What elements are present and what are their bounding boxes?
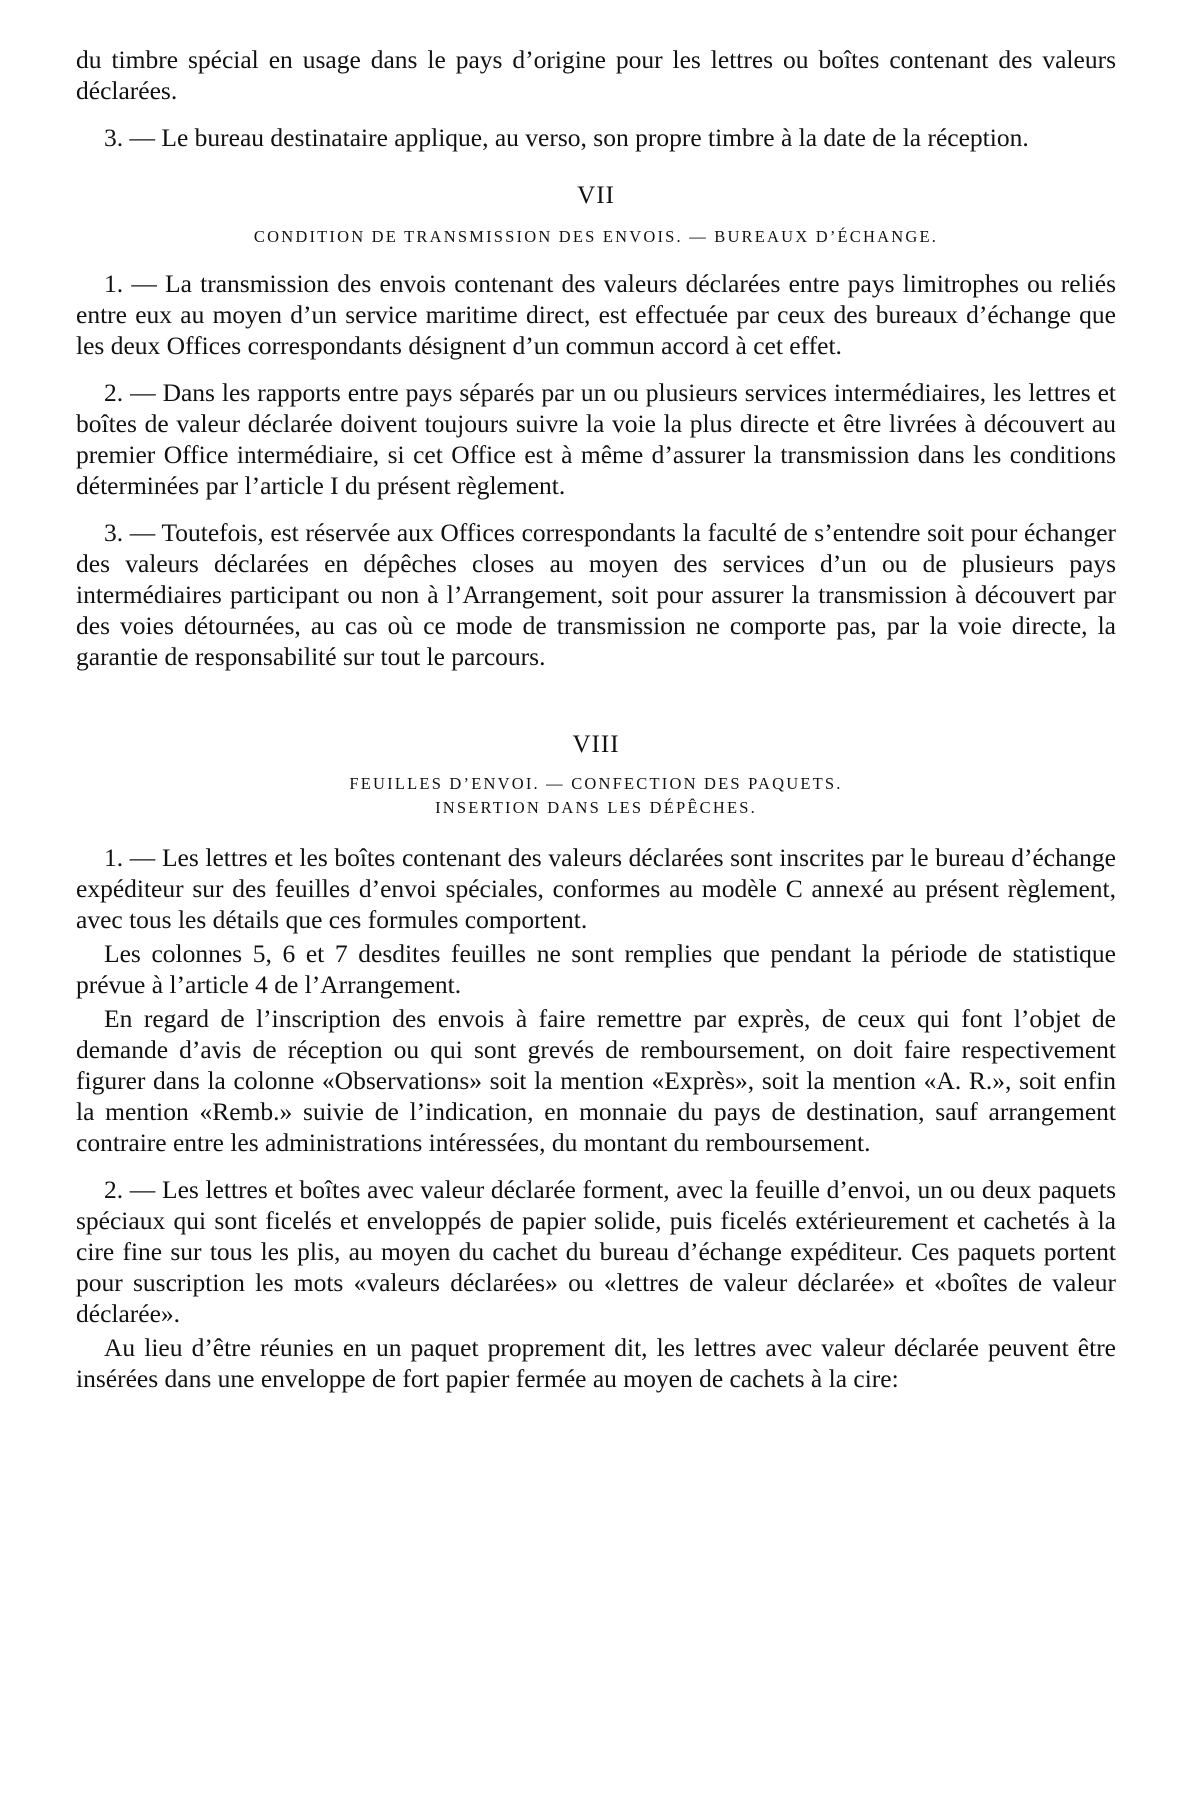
section-vii-paragraph-2 xyxy=(76,377,1116,501)
section-vii-paragraph-1 xyxy=(76,268,1116,361)
section-heading-viii-line-1: FEUILLES D’ENVOI. — CONFECTION DES PAQUETS. xyxy=(349,774,843,793)
section-heading-vii: CONDITION DE TRANSMISSION DES ENVOIS. — BUREAUX D’ÉCHANGE. xyxy=(253,227,939,246)
document-page xyxy=(76,44,1116,1394)
section-number-viii: VIII xyxy=(572,731,620,758)
section-viii-paragraph-2-envelope: Au lieu d’être réunies en un paquet proprement dit, les lettres avec valeur déclarée peuvent être insérées dans une enveloppe de fort papier fermée au moyen de cachets à la cire: xyxy=(76,1333,1116,1393)
paragraph-text: Le bureau destinataire applique, au verso, son propre timbre à la date de la réception. xyxy=(161,123,1029,152)
paragraph-number: 3. — xyxy=(104,518,156,547)
opening-paragraph: du timbre spécial en usage dans le pays d’origine pour les lettres ou boîtes contenant des valeurs déclarées. xyxy=(76,45,1116,105)
paragraph-text: Les lettres et boîtes avec valeur déclarée forment, avec la feuille d’envoi, un ou deux paquets spéciaux qui sont ficelés et enveloppés de papier solide, puis ficelés extérieurement et cachetés à la cire fine sur tous les plis, au moyen du cachet du bureau d’échange expéditeur. Ces paquets portent pour suscription les mots «valeurs déclarées» ou «lettres de valeur déclarée» et «boîtes de valeur déclarée». xyxy=(76,1175,1117,1328)
section-viii-paragraph-1-observations: En regard de l’inscription des envois à faire remettre par exprès, de ceux qui font l’objet de demande d’avis de réception ou qui sont grevés de remboursement, on doit faire respectivement figurer dans la colonne «Observations» soit la mention «Exprès», soit la mention «A. R.», soit enfin la mention «Remb.» suivie de l’indication, en monnaie du pays de destination, sauf arrangement contraire entre les administrations intéressées, du montant du remboursement. xyxy=(76,1004,1116,1157)
paragraph-text: Dans les rapports entre pays séparés par un ou plusieurs services intermédiaires, les lettres et boîtes de valeur déclarée doivent toujours suivre la voie la plus directe et être livrées à découvert au premier Office intermédiaire, si cet Office est à même d’assurer la transmission dans les conditions déterminées par l’article I du présent règlement. xyxy=(76,378,1117,500)
paragraph-text: Les lettres et les boîtes contenant des valeurs déclarées sont inscrites par le bureau d’échange expéditeur sur des feuilles d’envoi spéciales, conformes au modèle C annexé au présent règlement, avec tous les détails que ces formules comportent. xyxy=(76,843,1117,934)
paragraph-text: Toutefois, est réservée aux Offices correspondants la faculté de s’entendre soit pour échanger des valeurs déclarées en dépêches closes au moyen des services d’un ou de plusieurs pays intermédiaires participant ou non à l’Arrangement, soit pour assurer la transmission à découvert par des voies détournées, au cas où ce mode de transmission ne comporte pas, par la voie directe, la garantie de responsabilité sur tout le parcours. xyxy=(76,518,1116,671)
paragraph-text: La transmission des envois contenant des valeurs déclarées entre pays limitrophes ou reliés entre eux au moyen d’un service maritime direct, est effectuée par ceux des bureaux d’échange que les deux Offices correspondants désignent d’un commun accord à cet effet. xyxy=(76,269,1116,360)
paragraph-number: 3. — xyxy=(104,123,155,152)
section-vii-paragraph-3 xyxy=(76,517,1116,672)
paragraph-number: 1. — xyxy=(104,269,157,298)
paragraph-number: 2. — xyxy=(104,1175,156,1204)
paragraph-3 xyxy=(76,122,1116,153)
section-number-vii: VII xyxy=(577,182,615,209)
section-viii-paragraph-1-columns: Les colonnes 5, 6 et 7 desdites feuilles ne sont remplies que pendant la période de statistique prévue à l’article 4 de l’Arrangement. xyxy=(76,939,1116,999)
section-heading-viii-line-2: INSERTION DANS LES DÉPÊCHES. xyxy=(435,798,757,817)
section-viii-paragraph-1 xyxy=(76,842,1116,935)
paragraph-number: 2. — xyxy=(104,378,156,407)
paragraph-number: 1. — xyxy=(104,843,156,872)
section-viii-paragraph-2 xyxy=(76,1174,1116,1329)
